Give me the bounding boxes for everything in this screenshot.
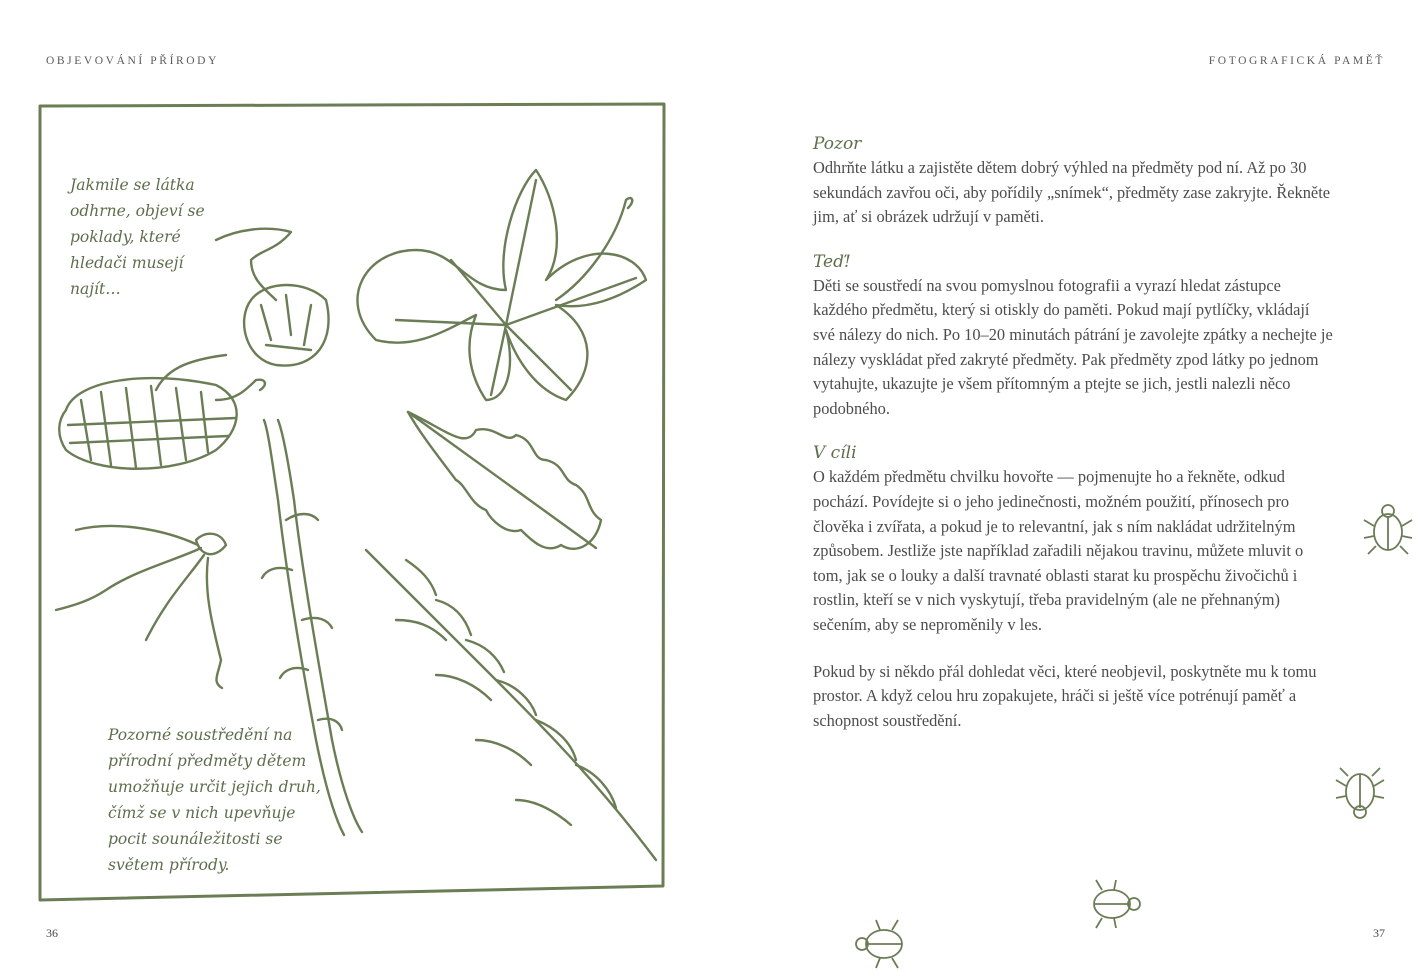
section-pozor	[813, 134, 1333, 230]
section-closing	[813, 660, 1333, 734]
left-page-number: 36	[46, 926, 58, 940]
left-running-head: OBJEVOVÁNÍ PŘÍRODY	[46, 55, 219, 67]
beetle-icon	[1362, 498, 1414, 560]
oak-leaf-icon	[408, 412, 601, 549]
caption-top: Jakmile se látka odhrne, objeví se poklady, které hledači musejí najít…	[70, 176, 205, 298]
nature-objects-illustration	[36, 100, 668, 908]
chestnut-leaf-icon	[357, 170, 646, 400]
section-body: Pokud by si někdo přál dohledat věci, které neobjevil, poskytněte mu k tomu prostor. A když celou hru zopakujete, hráči si ještě více potrénují paměť a schopnost soustředění.	[813, 661, 1317, 730]
section-body: O každém předmětu chvilku hovořte — pojmenujte ho a řekněte, odkud pochází. Povídejte si o jeho jedinečnosti, možném použití, přínosech pro člověka i zvířata, a pokud je to relevantní, jak s ním nakládat udržitelným způsobem. Jestliže jste například zařadili nějakou travinu, můžete mluvit o tom, jak se o louky a další travnaté oblasti starat ku prospěchu živočichů i rostlin, kteří se v nich vyskytují, třeba pravidelným (ale ne přehnaným) sečením, aby se neproměnily v les.	[813, 467, 1304, 634]
grass-spike-icon	[366, 550, 656, 860]
beetle-icon	[1082, 878, 1144, 930]
section-body: Děti se soustředí na svou pomyslnou fotografii a vyrazí hledat zástupce každého předmětu, který si otiskly do paměti. Pokud mají pytlíčky, vkládají své nálezy do nich. Po 10–20 minutách pátrání je zavolejte zpátky a nechejte je nálezy vyskládat před zakryté předměty. Pak předměty zpod látky po jednom vytahujte, ukazujte je všem přítomným a ptejte se jich, jestli nalezli něco podobného.	[813, 275, 1333, 418]
right-running-head: FOTOGRAFICKÁ PAMĚŤ	[1208, 55, 1385, 67]
pine-cone-icon	[59, 355, 265, 469]
dandelion-icon	[56, 526, 226, 688]
beetle-icon	[852, 918, 914, 970]
section-v-cili	[813, 443, 1333, 637]
section-heading: Teď!	[813, 251, 851, 272]
article-text	[813, 134, 1333, 755]
hazelnut-icon	[216, 229, 329, 366]
section-body: Odhrňte látku a zajistěte dětem dobrý výhled na předměty pod ní. Až po 30 sekundách zavřou oči, aby pořídily „snímek“, předměty zase zakryjte. Řekněte jim, ať si obrázek udržují v paměti.	[813, 158, 1331, 227]
section-heading: V cíli	[813, 443, 857, 464]
section-ted	[813, 252, 1333, 422]
caption-bottom: Pozorné soustředění na přírodní předměty dětem umožňuje určit jejich druh, čímž se v nich upevňuje pocit sounáležitosti se světem přírody.	[108, 726, 321, 874]
right-page-number: 37	[1373, 926, 1385, 940]
beetle-icon	[1334, 762, 1386, 824]
section-heading: Pozor	[813, 134, 862, 154]
